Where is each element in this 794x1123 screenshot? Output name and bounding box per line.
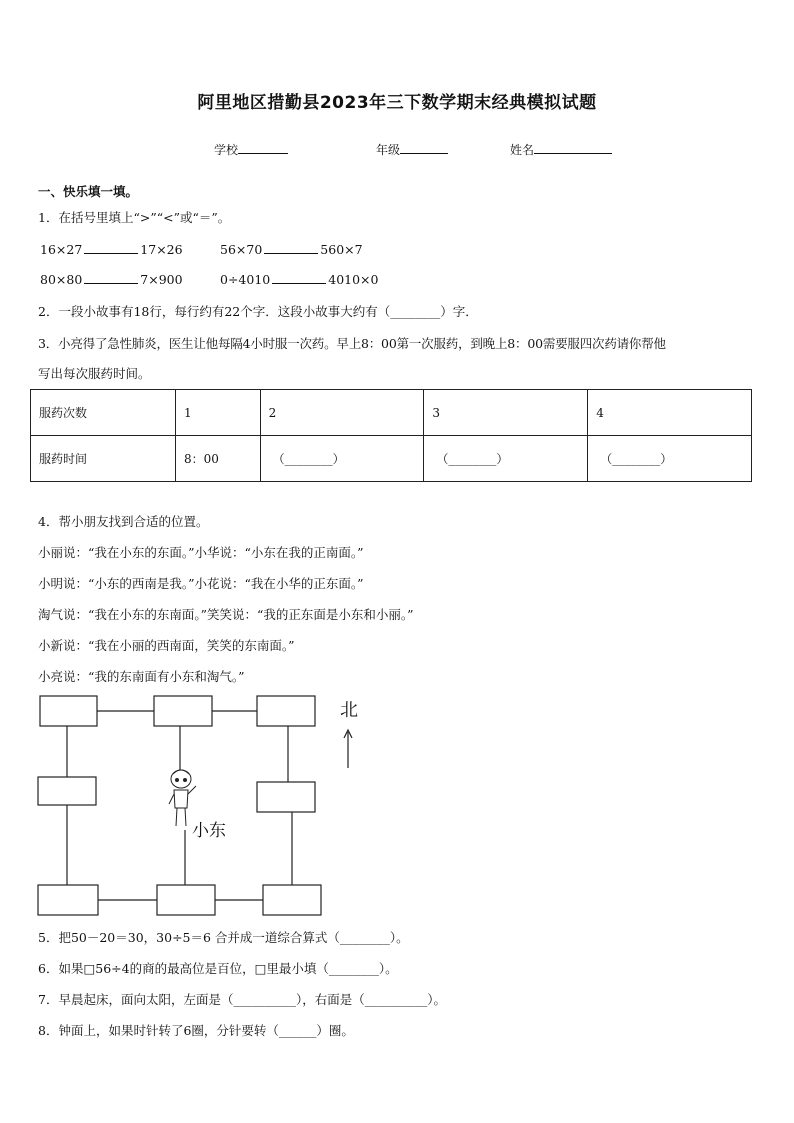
table-cell: 2	[260, 390, 424, 436]
expression-left: 80×80	[40, 272, 83, 287]
school-blank[interactable]	[238, 141, 288, 154]
question-2: 2．一段小故事有18行，每行约有22个字．这段小故事大约有（________）字．	[38, 304, 478, 319]
question-4: 4．帮小朋友找到合适的位置。	[38, 514, 209, 529]
table-row	[31, 390, 752, 436]
comparison-item	[220, 271, 379, 287]
expression-left: 56×70	[220, 242, 263, 257]
answer-blank[interactable]	[84, 241, 138, 254]
question-1: 1．在括号里填上“>”“<”或“＝”。	[38, 210, 231, 225]
table-cell: 服药时间	[31, 436, 176, 482]
expression-right: 560×7	[320, 242, 363, 257]
position-box[interactable]	[40, 696, 97, 726]
school-field[interactable]	[214, 141, 288, 158]
position-box[interactable]	[154, 696, 212, 726]
comparison-item	[220, 241, 363, 257]
school-label: 学校	[214, 143, 239, 157]
table-cell: 8：00	[176, 436, 261, 482]
question-7: 7．早晨起床，面向太阳，左面是（__________），右面是（__________）。	[38, 992, 446, 1007]
medication-table	[30, 389, 752, 482]
name-field[interactable]	[510, 141, 612, 158]
table-cell: 3	[424, 390, 588, 436]
grade-field[interactable]	[376, 141, 448, 158]
answer-cell[interactable]: （________）	[260, 436, 424, 482]
position-box[interactable]	[257, 696, 315, 726]
north-label: 北	[340, 700, 358, 721]
question-6: 6．如果□56÷4的商的最高位是百位，□里最小填（________）。	[38, 961, 398, 976]
answer-blank[interactable]	[264, 241, 318, 254]
position-box[interactable]	[263, 885, 321, 915]
statement-line: 小明说：“小东的西南是我。”小花说：“我在小华的正东面。”	[38, 576, 364, 591]
expression-right: 17×26	[140, 242, 183, 257]
grade-blank[interactable]	[400, 141, 448, 154]
question-5: 5．把50－20＝30，30÷5＝6 合并成一道综合算式（________）。	[38, 930, 409, 945]
position-box[interactable]	[257, 782, 315, 812]
table-cell: 1	[176, 390, 261, 436]
position-box[interactable]	[38, 885, 98, 915]
person-label: 小东	[192, 821, 226, 841]
name-label: 姓名	[510, 143, 535, 157]
position-box[interactable]	[157, 885, 215, 915]
grade-label: 年级	[376, 143, 401, 157]
answer-cell[interactable]: （________）	[588, 436, 752, 482]
expression-right: 7×900	[140, 272, 183, 287]
name-blank[interactable]	[534, 141, 612, 154]
table-cell: 4	[588, 390, 752, 436]
comparison-item	[40, 271, 183, 287]
question-3-line-2: 写出每次服药时间。	[38, 366, 151, 381]
answer-blank[interactable]	[272, 271, 326, 284]
question-3-line-1: 3．小亮得了急性肺炎，医生让他每隔4小时服一次药。早上8：00第一次服药，到晚上8：00需要服四次药请你帮他	[38, 336, 666, 351]
child-figure-icon	[169, 770, 196, 826]
answer-cell[interactable]: （________）	[424, 436, 588, 482]
statement-line: 淘气说：“我在小东的东南面。”笑笑说：“我的正东面是小东和小丽。”	[38, 607, 414, 622]
statement-line: 小新说：“我在小丽的西南面，笑笑的东南面。”	[38, 638, 295, 653]
answer-blank[interactable]	[84, 271, 138, 284]
expression-right: 4010×0	[328, 272, 379, 287]
table-row	[31, 436, 752, 482]
section-heading: 一、快乐填一填。	[38, 184, 139, 199]
comparison-item	[40, 241, 183, 257]
statement-line: 小亮说：“我的东南面有小东和淘气。”	[38, 669, 245, 684]
question-8: 8．钟面上，如果时针转了6圈，分针要转（______）圈。	[38, 1023, 354, 1038]
table-cell: 服药次数	[31, 390, 176, 436]
expression-left: 0÷4010	[220, 272, 271, 287]
position-diagram	[30, 690, 390, 925]
expression-left: 16×27	[40, 242, 83, 257]
page-title: 阿里地区措勤县2023年三下数学期末经典模拟试题	[197, 93, 597, 113]
statement-line: 小丽说：“我在小东的东面。”小华说：“小东在我的正南面。”	[38, 545, 364, 560]
position-box[interactable]	[38, 777, 96, 805]
